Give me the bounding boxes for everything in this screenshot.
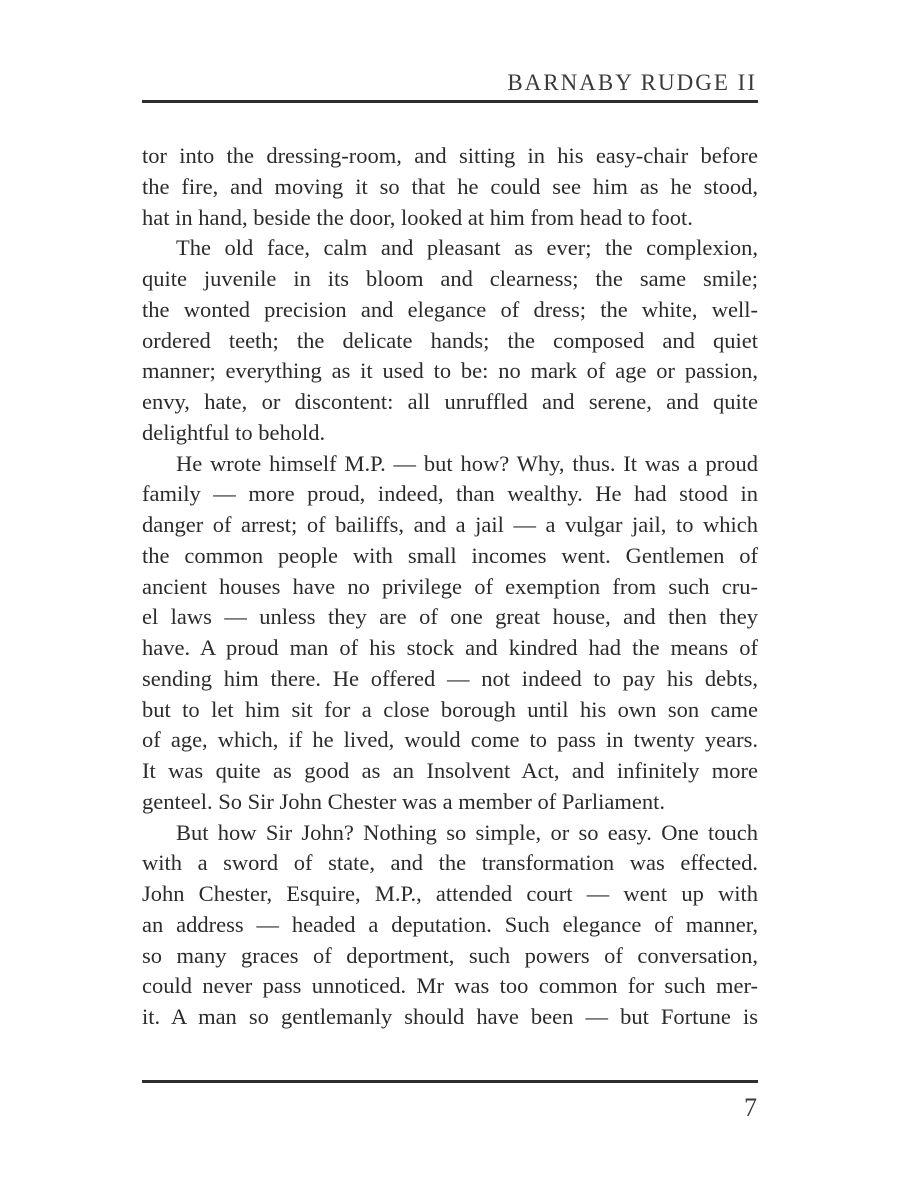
text-line: the fire, and moving it so that he could see him as he stood, <box>142 173 758 199</box>
text-line: It was quite as good as an Insolvent Act, and infinitely more <box>142 758 758 783</box>
text-line: el laws — unless they are of one great house, and then they <box>142 604 758 630</box>
header-rule <box>142 100 758 103</box>
text-line: He wrote himself M.P. — but how? Why, thus. It was a proud <box>176 450 758 476</box>
body-text <box>142 141 758 1033</box>
text-line: ordered teeth; the delicate hands; the composed and quiet <box>142 327 758 353</box>
text-line: The old face, calm and pleasant as ever; the complexion, <box>176 235 758 261</box>
paragraph <box>142 141 758 233</box>
text-line: hat in hand, beside the door, looked at him from head to foot. <box>142 204 693 230</box>
text-line: could never pass unnoticed. Mr was too common for such mer- <box>142 973 758 999</box>
text-line: sending him there. He offered — not indeed to pay his debts, <box>142 665 758 691</box>
text-line: have. A proud man of his stock and kindred had the means of <box>142 635 758 660</box>
text-line: family — more proud, indeed, than wealthy. He had stood in <box>142 481 758 507</box>
text-line: delightful to behold. <box>142 419 326 445</box>
text-line: so many graces of deportment, such powers of conversation, <box>142 942 758 968</box>
text-line: John Chester, Esquire, M.P., attended court — went up with <box>142 881 758 906</box>
text-line: an address — headed a deputation. Such elegance of manner, <box>142 911 758 937</box>
text-line: ancient houses have no privilege of exemption from such cru- <box>142 573 758 599</box>
text-line: it. A man so gentlemanly should have been — but Fortune is <box>142 1004 758 1029</box>
text-line: manner; everything as it used to be: no mark of age or passion, <box>142 358 758 384</box>
page-number: 7 <box>744 1093 757 1122</box>
text-line: of age, which, if he lived, would come to pass in twenty years. <box>142 727 758 753</box>
text-line: with a sword of state, and the transformation was effected. <box>142 850 758 876</box>
paragraph <box>142 818 758 1033</box>
running-title: BARNABY RUDGE II <box>507 70 757 95</box>
text-line: but to let him sit for a close borough until his own son came <box>142 696 758 722</box>
text-line: envy, hate, or discontent: all unruffled and serene, and quite <box>142 389 758 414</box>
text-line: the common people with small incomes went. Gentlemen of <box>142 542 758 568</box>
paragraph <box>142 233 758 448</box>
text-line: tor into the dressing-room, and sitting in his easy-chair before <box>142 143 758 168</box>
text-line: quite juvenile in its bloom and clearness; the same smile; <box>142 266 758 291</box>
text-line: the wonted precision and elegance of dress; the white, well- <box>142 296 758 322</box>
text-line: But how Sir John? Nothing so simple, or so easy. One touch <box>176 819 758 845</box>
text-line: danger of arrest; of bailiffs, and a jail — a vulgar jail, to which <box>142 512 758 537</box>
paragraph <box>142 449 758 818</box>
footer-rule <box>142 1080 758 1083</box>
text-line: genteel. So Sir John Chester was a member of Parliament. <box>142 788 666 814</box>
